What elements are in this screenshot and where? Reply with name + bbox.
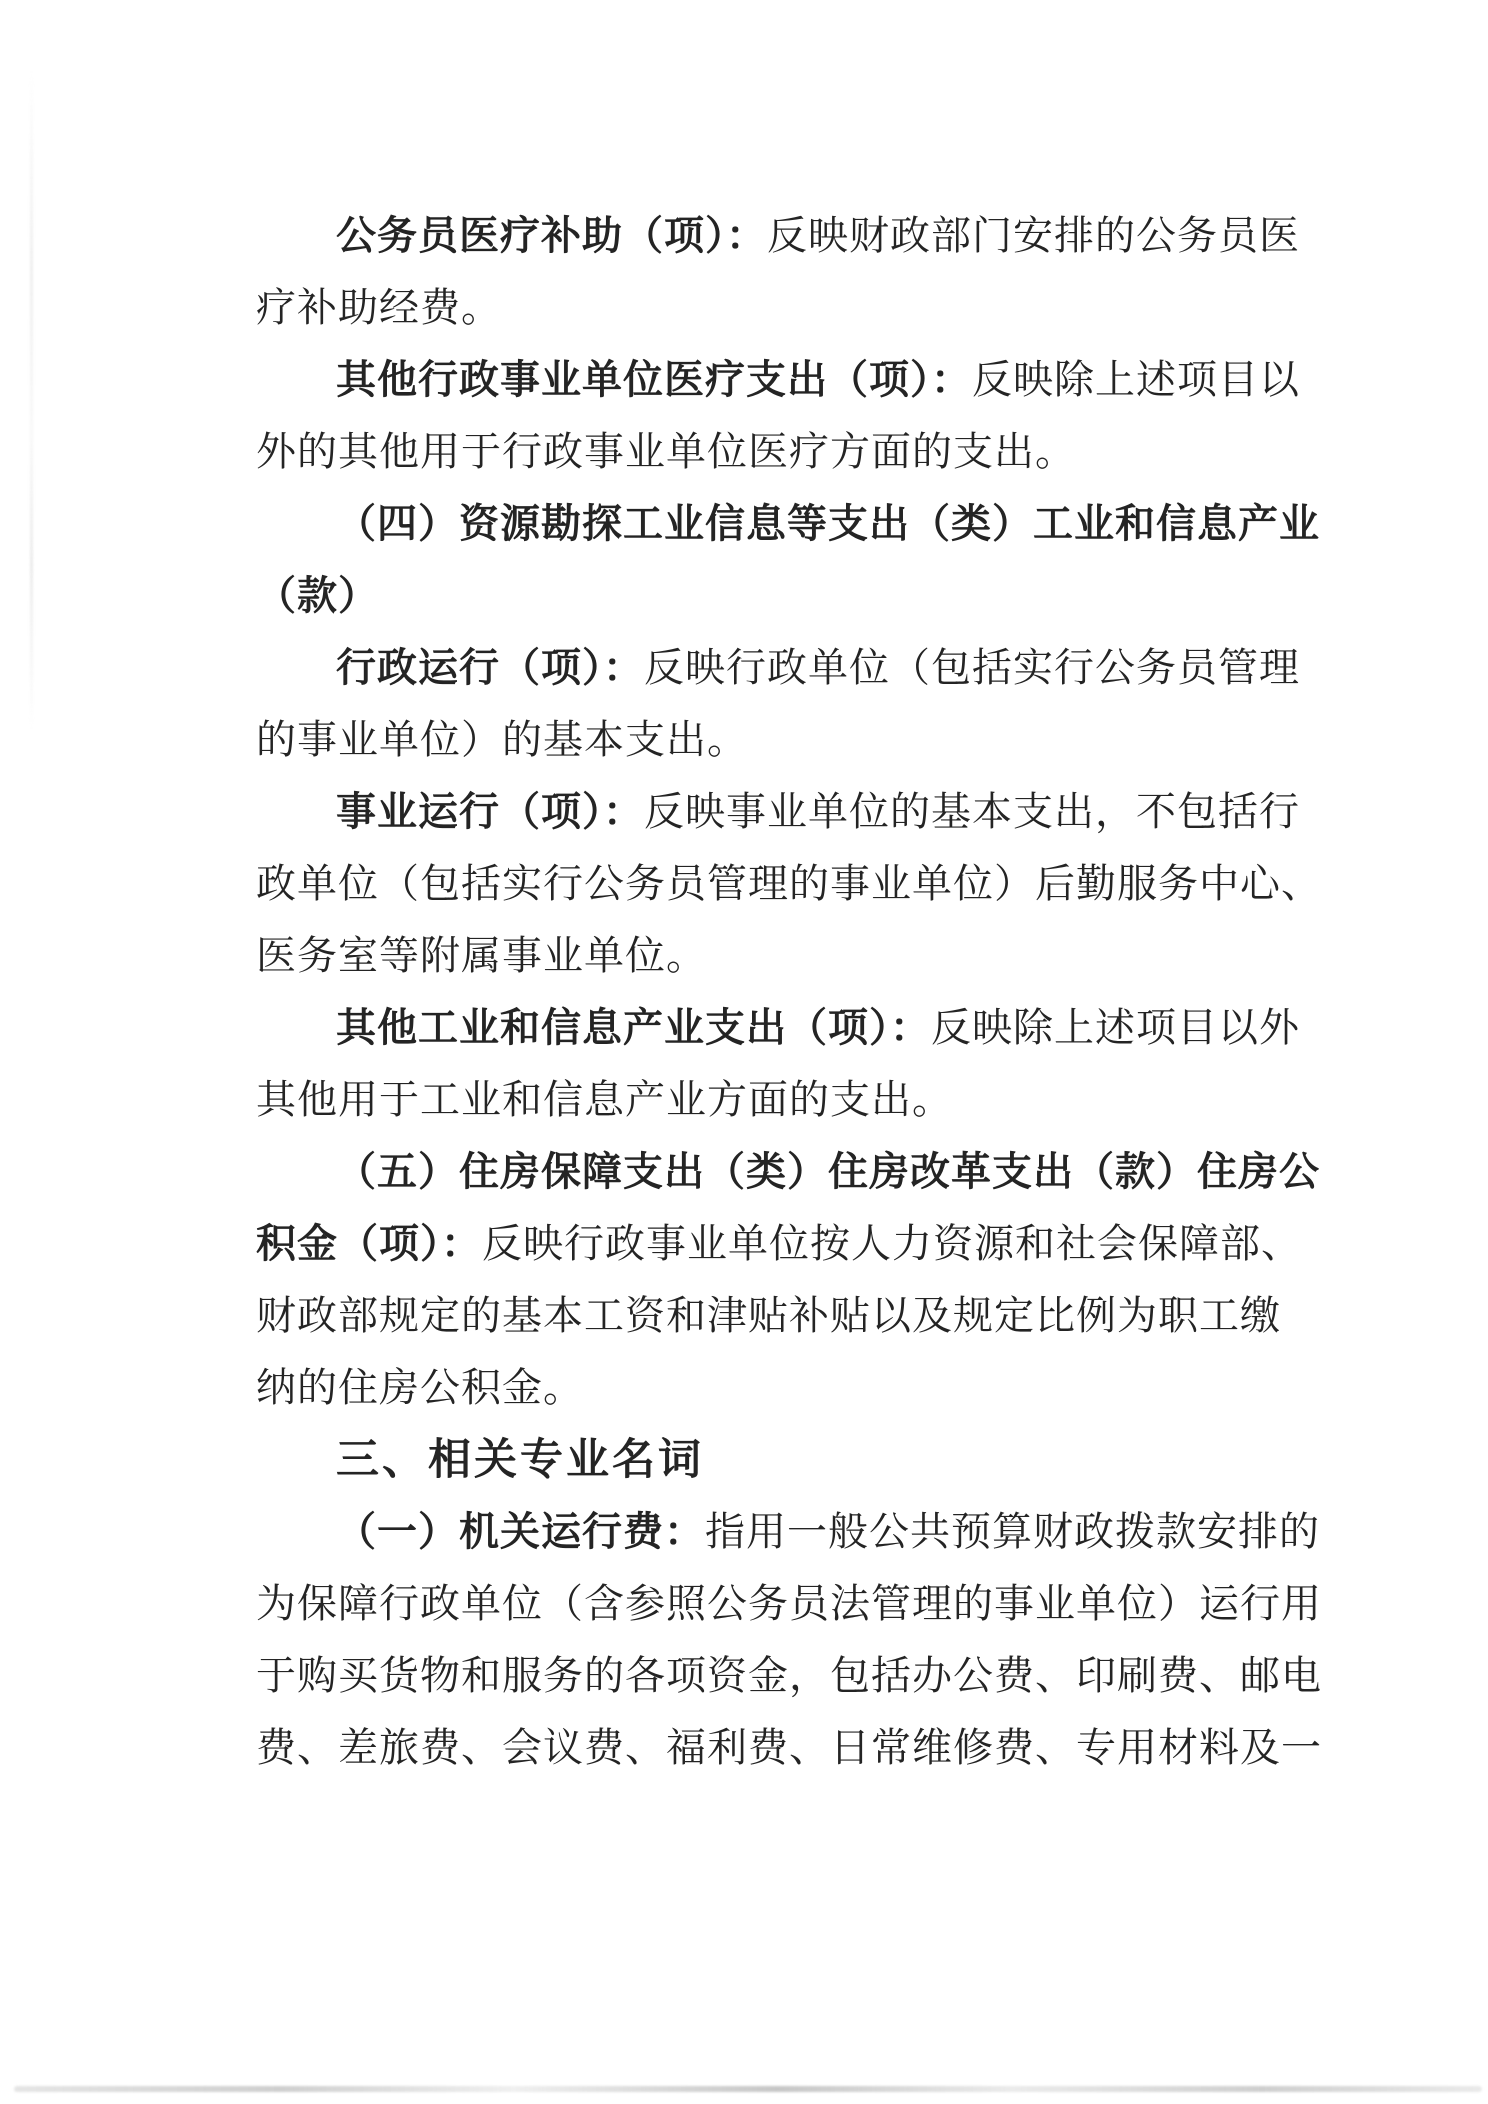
document-text: [256, 200, 1336, 1784]
bold-lead-text: （款）: [256, 573, 379, 618]
body-text: 的事业单位）的基本支出。: [256, 717, 748, 762]
text-line: [256, 416, 1336, 488]
body-text: 纳的住房公积金。: [256, 1365, 584, 1410]
text-line: [256, 1136, 1336, 1208]
text-line: [256, 344, 1336, 416]
text-line: [256, 272, 1336, 344]
scan-edge-artifact: [14, 2086, 1482, 2092]
text-line: [256, 488, 1336, 560]
text-line: [256, 632, 1336, 704]
body-text: 于购买货物和服务的各项资金，包括办公费、印刷费、邮电: [256, 1653, 1322, 1698]
text-line: [256, 920, 1336, 992]
bold-lead-text: （一）机关运行费：: [336, 1509, 705, 1554]
body-text: 反映除上述项目以外: [931, 1005, 1300, 1050]
body-text: 财政部规定的基本工资和津贴补贴以及规定比例为职工缴: [256, 1293, 1281, 1338]
body-text: 外的其他用于行政事业单位医疗方面的支出。: [256, 429, 1076, 474]
bold-lead-text: 行政运行（项）：: [336, 645, 644, 690]
text-line: [256, 776, 1336, 848]
bold-lead-text: 其他行政事业单位医疗支出（项）：: [336, 357, 972, 402]
body-text: 反映行政事业单位按人力资源和社会保障部、: [482, 1221, 1302, 1266]
text-line: [256, 1568, 1336, 1640]
text-line: [256, 1208, 1336, 1280]
text-line: [256, 848, 1336, 920]
body-text: 医务室等附属事业单位。: [256, 933, 707, 978]
heading-text: 三、相关专业名词: [336, 1436, 704, 1484]
text-line: [256, 200, 1336, 272]
body-text: 反映行政单位（包括实行公务员管理: [644, 645, 1300, 690]
scan-smudge-artifact: [30, 70, 33, 730]
bold-lead-text: （五）住房保障支出（类）住房改革支出（款）住房公: [336, 1149, 1320, 1194]
bold-lead-text: 事业运行（项）：: [336, 789, 644, 834]
body-text: 反映事业单位的基本支出，不包括行: [644, 789, 1300, 834]
body-text: 反映财政部门安排的公务员医: [767, 213, 1300, 258]
body-text: 指用一般公共预算财政拨款安排的: [705, 1509, 1320, 1554]
body-text: 反映除上述项目以: [972, 357, 1300, 402]
body-text: 为保障行政单位（含参照公务员法管理的事业单位）运行用: [256, 1581, 1322, 1626]
text-line: [256, 1280, 1336, 1352]
bold-lead-text: 公务员医疗补助（项）：: [336, 213, 767, 258]
bold-lead-text: 积金（项）：: [256, 1221, 482, 1266]
bold-lead-text: （四）资源勘探工业信息等支出（类）工业和信息产业: [336, 501, 1320, 546]
text-line: [256, 704, 1336, 776]
body-text: 政单位（包括实行公务员管理的事业单位）后勤服务中心、: [256, 861, 1322, 906]
text-line: [256, 1640, 1336, 1712]
section-heading: [256, 1424, 1336, 1496]
text-line: [256, 1496, 1336, 1568]
text-line: [256, 1712, 1336, 1784]
body-text: 其他用于工业和信息产业方面的支出。: [256, 1077, 953, 1122]
bold-lead-text: 其他工业和信息产业支出（项）：: [336, 1005, 931, 1050]
text-line: [256, 1064, 1336, 1136]
text-line: [256, 992, 1336, 1064]
text-line: [256, 1352, 1336, 1424]
body-text: 疗补助经费。: [256, 285, 502, 330]
text-line: [256, 560, 1336, 632]
body-text: 费、差旅费、会议费、福利费、日常维修费、专用材料及一: [256, 1725, 1322, 1770]
